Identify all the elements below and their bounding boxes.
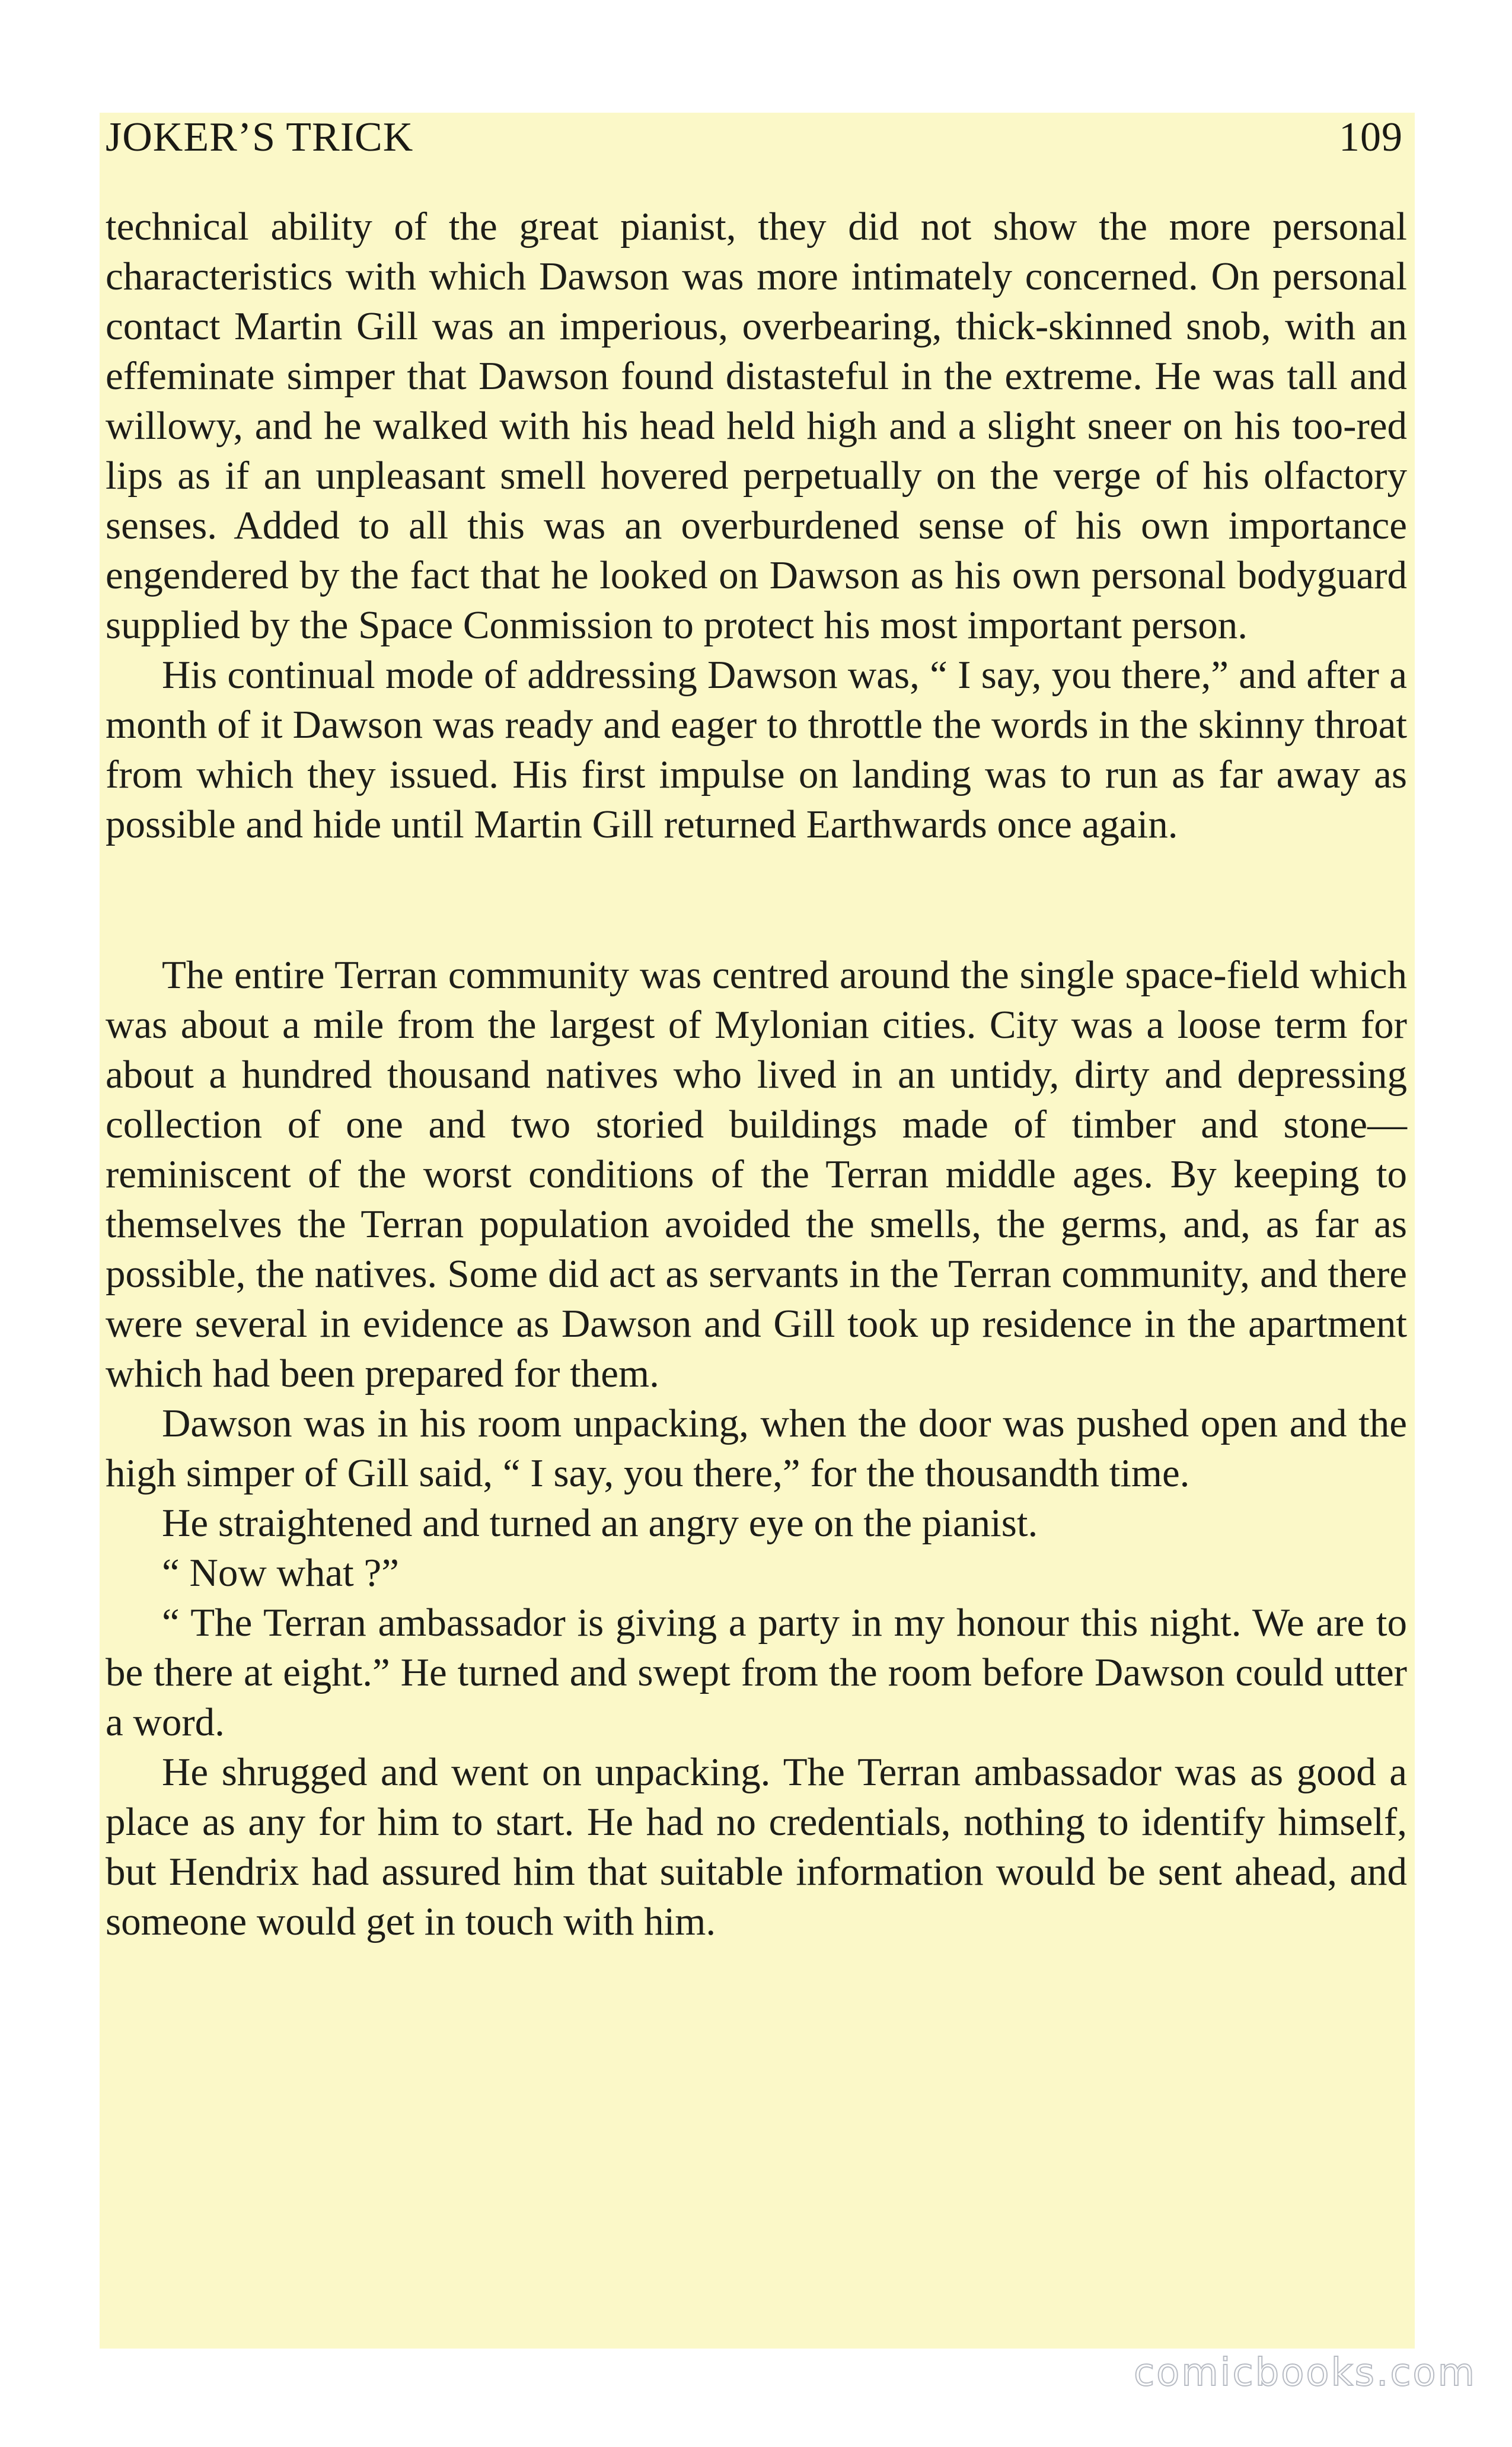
- paragraph: His continual mode of addressing Dawson was, “ I say, you there,” and after a month of it Dawson was ready and eager to throttle the words in the skinny throat from which they issued. His first impulse on landing was to run as far away as possible and hide until Martin Gill returned Earthwards once again.: [106, 653, 1407, 846]
- paragraph: “ The Terran ambassador is giving a party in my honour this night. We are to be there at eight.” He turned and swept from the room before Dawson could utter a word.: [106, 1601, 1407, 1744]
- section-break: [106, 849, 1407, 950]
- paragraph: technical ability of the great pianist, they did not show the more personal characteristics with which Dawson was more intimately concerned. On personal contact Martin Gill was an imperious, overbearing, thick-skinned snob, with an effeminate simper that Dawson found distasteful in the extreme. He was tall and willowy, and he walked with his head held high and a slight sneer on his too-red lips as if an unpleasant smell hovered perpetually on the verge of his olfactory senses. Added to all this was an overburdened sense of his own importance engendered by the fact that he looked on Dawson as his own personal bodyguard supplied by the Space Conmission to protect his most important person.: [106, 205, 1407, 647]
- book-page: [100, 113, 1415, 2349]
- watermark: comicbooks.com: [1133, 2351, 1476, 2395]
- body-text: [106, 202, 1407, 1946]
- paragraph: “ Now what ?”: [162, 1551, 399, 1595]
- page-number: 109: [1339, 114, 1403, 160]
- paragraph: He shrugged and went on unpacking. The Terran ambassador was as good a place as any for him to start. He had no credentials, nothing to identify himself, but Hendrix had assured him that suitable information would be sent ahead, and someone would get in touch with him.: [106, 1750, 1407, 1943]
- running-head-title: JOKER’S TRICK: [106, 114, 414, 160]
- paragraph: He straightened and turned an angry eye on the pianist.: [162, 1501, 1038, 1545]
- running-head: [100, 113, 1415, 166]
- paragraph: The entire Terran community was centred around the single space-field which was about a mile from the largest of Mylonian cities. City was a loose term for about a hundred thousand natives who lived in an untidy, dirty and depressing collection of one and two storied buildings made of timber and stone—reminiscent of the worst conditions of the Terran middle ages. By keeping to themselves the Terran population avoided the smells, the germs, and, as far as possible, the natives. Some did act as servants in the Terran community, and there were several in evidence as Dawson and Gill took up residence in the apartment which had been prepared for them.: [106, 953, 1407, 1395]
- paragraph: Dawson was in his room unpacking, when the door was pushed open and the high simper of Gill said, “ I say, you there,” for the thousandth time.: [106, 1401, 1407, 1495]
